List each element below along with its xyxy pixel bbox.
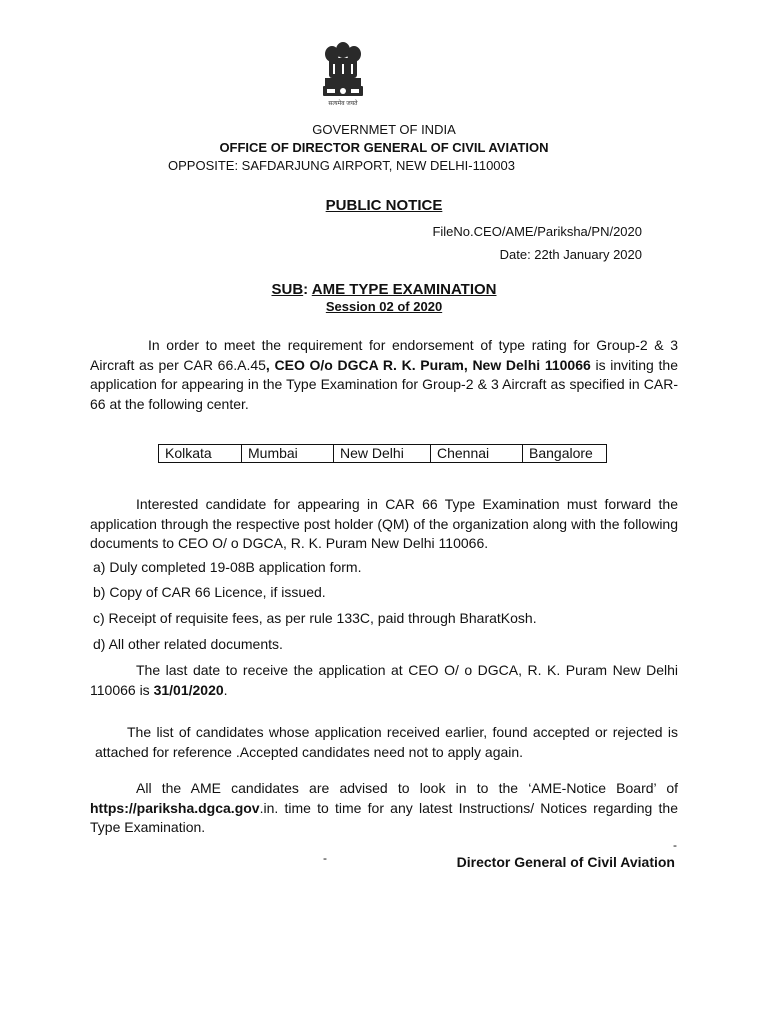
para4-text: The list of candidates whose application received earlier, found accepted or rejected is attached for reference .Accepted candidates need not to apply again. [95, 724, 678, 760]
list-item: b) Copy of CAR 66 Licence, if issued. [93, 584, 326, 600]
para5-text-end: .in. time to time for any latest Instructions/ Notices regarding the Type Examination. [90, 799, 678, 835]
para1-text: In order to meet the requirement for endorsement of type rating for Group-2 & 3 Aircraft as per CAR 66.A.45 [90, 337, 678, 373]
session-label: Session 02 of 2020 [325, 299, 443, 314]
last-date-value: 31/01/2020 [153, 681, 224, 698]
para3-text-end: . [223, 681, 228, 698]
para2-text: Interested candidate for appearing in CAR 66 Type Examination must forward the application through the respective post holder (QM) of the organization along with the following documents to CEO O/ o DGCA, R. K. Puram New Delhi 110066. [90, 496, 678, 551]
list-item: c) Receipt of requisite fees, as per rule 133C, paid through BharatKosh. [93, 610, 537, 626]
paragraph-last-date [90, 661, 678, 700]
pariksha-link[interactable]: https://pariksha.dgca.gov [90, 799, 260, 816]
header-government: GOVERNMET OF INDIA [312, 122, 456, 137]
subject-line [0, 281, 768, 298]
paragraph-candidate-list [95, 723, 678, 762]
list-item: d) All other related documents. [93, 636, 283, 652]
signature-title: Director General of Civil Aviation [456, 854, 675, 870]
emblem [319, 40, 367, 108]
emblem-motto: सत्यमेव जयते [328, 101, 358, 107]
center-cell: New Delhi [334, 445, 431, 463]
para1-bold: , CEO O/o DGCA R. K. Puram, New Delhi 110066 [265, 356, 591, 373]
header-office: OFFICE OF DIRECTOR GENERAL OF CIVIL AVIATION [219, 140, 549, 155]
center-cell: Kolkata [159, 445, 242, 463]
para1-text-end: is inviting the application for appearing in the Type Examination for Group-2 & 3 Aircraft as specified in CAR-66 at the following center. [90, 356, 678, 412]
ashoka-emblem-icon [319, 40, 367, 100]
center-cell: Chennai [431, 445, 523, 463]
list-item: a) Duly completed 19-08B application form. [93, 559, 362, 575]
subject-prefix: SUB [271, 281, 304, 298]
para5-text: All the AME candidates are advised to look in to the ‘AME-Notice Board’ of [136, 780, 678, 796]
file-number: FileNo.CEO/AME/Pariksha/PN/2020 [432, 224, 642, 239]
notice-date: Date: 22th January 2020 [499, 247, 642, 262]
subject-colon: : [303, 281, 312, 298]
header-address: OPPOSITE: SAFDARJUNG AIRPORT, NEW DELHI-110003 [168, 158, 516, 173]
dash-mark: - [673, 838, 677, 852]
paragraph-procedure [90, 495, 678, 554]
center-cell: Bangalore [523, 445, 607, 463]
table-row [159, 445, 607, 463]
para3-text: The last date to receive the application at CEO O/ o DGCA, R. K. Puram New Delhi 110066 is [90, 662, 678, 698]
dash-mark: - [323, 851, 327, 865]
subject-title: AME TYPE EXAMINATION [311, 281, 497, 298]
center-cell: Mumbai [242, 445, 334, 463]
exam-centers-table [158, 444, 607, 463]
notice-title: PUBLIC NOTICE [325, 197, 443, 214]
paragraph-notice-board [90, 779, 678, 838]
paragraph-invitation [90, 336, 678, 414]
